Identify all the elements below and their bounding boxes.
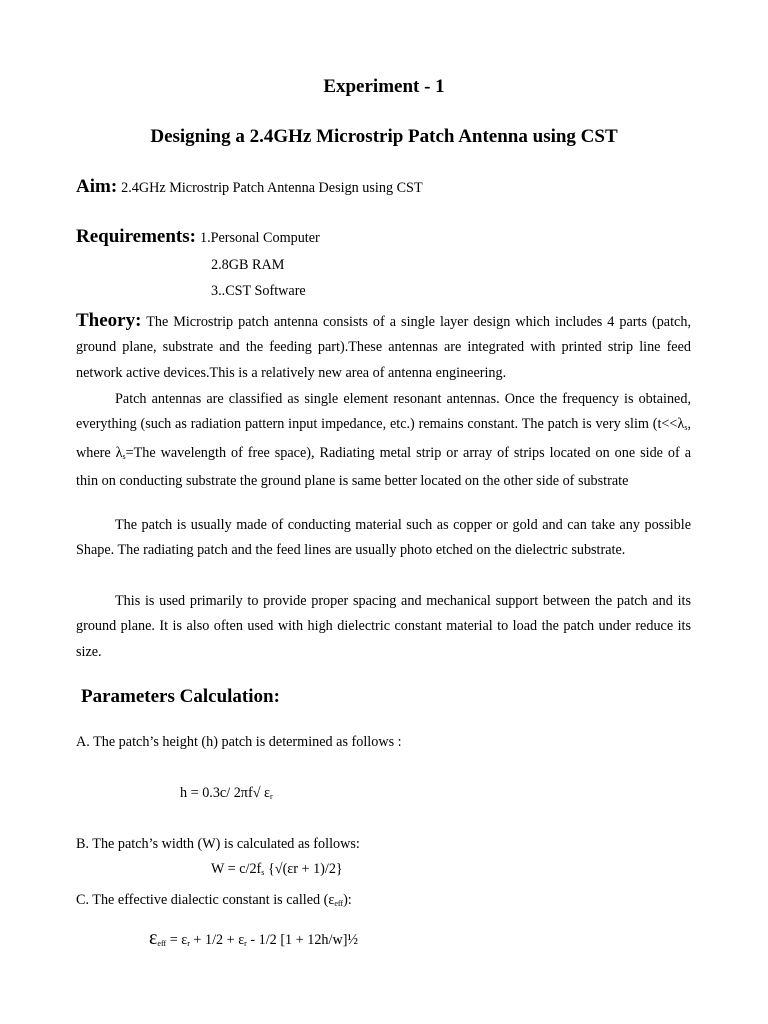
theory-p2-part: =The wavelength of free space), Radiating metal strip or array of strips located on one side of a thin on conducting substrate the ground plane is same better located on the other side of substrate (76, 444, 691, 489)
document-title: Designing a 2.4GHz Microstrip Patch Antenna using CST (150, 126, 618, 147)
aim-text: 2.4GHz Microstrip Patch Antenna Design using CST (121, 180, 423, 196)
theory-label: Theory: (76, 310, 142, 331)
text-part: C. The effective dialectic constant is called (ε (76, 892, 335, 908)
equation-part: = ε (166, 932, 188, 948)
equation-part: - 1/2 [1 + 12h/w]½ (246, 932, 359, 948)
param-a-equation (180, 785, 273, 802)
theory-text: The Microstrip patch antenna consists of a single layer design which includes 4 parts (patch, ground plane, substrate and the feeding part).These antennas are integrated with printed strip line feed network active devices.This is a relatively new area of antenna engineering. (76, 314, 691, 381)
subscript: s (261, 868, 265, 877)
param-c-text (76, 892, 352, 909)
subscript: s (122, 451, 126, 461)
param-a-text: A. The patch’s height (h) patch is determined as follows : (76, 734, 402, 750)
equation-part: {√(εr + 1)/2} (264, 861, 343, 877)
requirements-line (76, 226, 320, 248)
theory-paragraph-1 (76, 308, 691, 386)
subscript: eff (334, 899, 344, 908)
subscript: r (269, 792, 273, 801)
aim-line (76, 176, 423, 198)
param-c-equation (149, 927, 358, 950)
param-b-equation (211, 861, 343, 878)
equation-part: W = c/2f (211, 861, 262, 877)
param-b-text: B. The patch’s width (W) is calculated as follows: (76, 836, 360, 852)
subscript: eff (157, 939, 167, 948)
requirement-item: 2.8GB RAM (211, 257, 285, 273)
theory-paragraph-2 (76, 387, 691, 494)
theory-paragraph-3: The patch is usually made of conducting material such as copper or gold and can take any possible Shape. The radiating patch and the feed lines are usually photo etched on the dielectric substrate. (76, 517, 691, 559)
requirement-item: 1.Personal Computer (199, 230, 320, 246)
theory-p2-part: , where λ (76, 416, 691, 461)
epsilon-symbol: ε (149, 927, 158, 949)
equation-part: + 1/2 + ε (189, 932, 245, 948)
parameters-heading: Parameters Calculation: (81, 686, 280, 707)
experiment-heading: Experiment - 1 (323, 76, 445, 97)
subscript: r (244, 939, 247, 948)
requirements-label: Requirements: (76, 226, 196, 247)
requirement-item: 3..CST Software (211, 283, 306, 299)
theory-p2-part: Patch antennas are classified as single element resonant antennas. Once the frequency is obtained, everything (such as radiation pattern input impedance, etc.) remains constant. The patch is very slim (t<<λ (76, 391, 691, 433)
subscript: s (684, 423, 688, 433)
text-part: ): (343, 892, 352, 908)
theory-paragraph-4: This is used primarily to provide proper spacing and mechanical support between the patch and its ground plane. It is also often used with high dielectric constant material to load the patch under reduce its size. (76, 593, 691, 660)
aim-label: Aim: (76, 176, 118, 197)
equation-part: h = 0.3c/ 2πf√ ε (180, 785, 270, 801)
subscript: r (187, 939, 190, 948)
